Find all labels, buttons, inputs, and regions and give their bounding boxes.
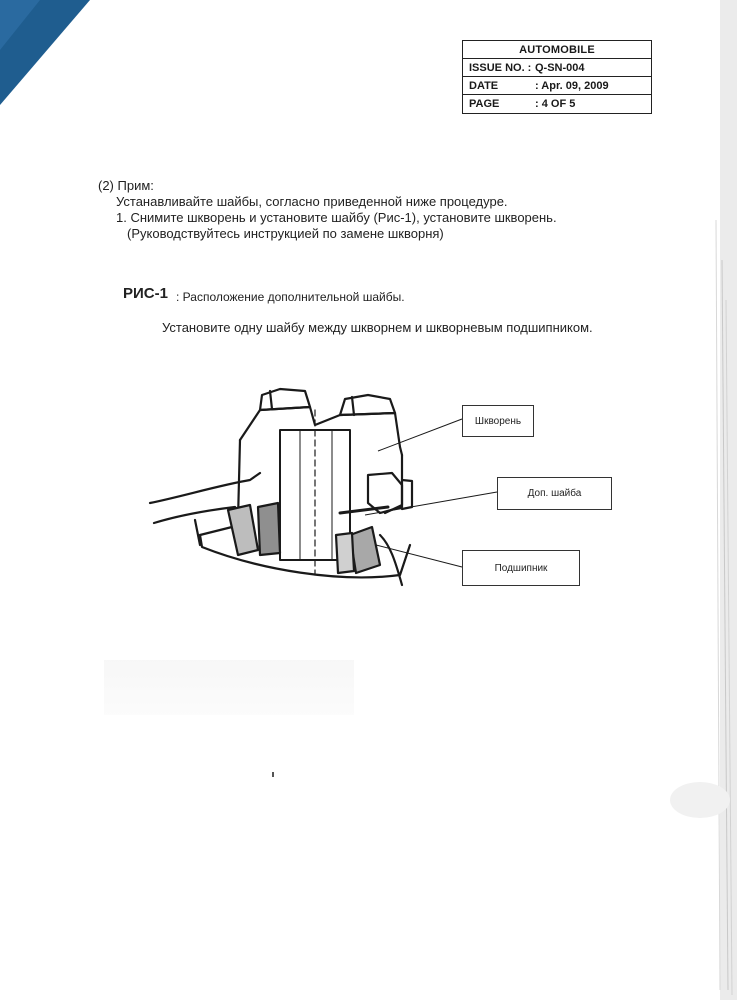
bearing-left [228, 505, 258, 555]
top-bolt-right [340, 395, 395, 415]
issue-value: Q-SN-004 [535, 62, 585, 74]
figure-caption: : Расположение дополнительной шайбы. [176, 290, 405, 304]
date-value: : Apr. 09, 2009 [535, 80, 609, 92]
figure-instruction: Установите одну шайбу между шкворнем и шкворневым подшипником. [162, 320, 593, 335]
issue-label: ISSUE NO. : [469, 62, 532, 74]
leader-kingpin [378, 419, 462, 451]
top-bolt-left [260, 389, 310, 410]
callout-kingpin: Шкворень [462, 405, 534, 437]
callout-washer: Доп. шайба [497, 477, 612, 510]
instruction-line-1: Устанавливайте шайбы, согласно приведенной ниже процедуре. [116, 194, 508, 209]
leader-washer [365, 492, 497, 515]
page-value: : 4 OF 5 [535, 98, 576, 110]
page-label: PAGE [469, 98, 500, 110]
date-label: DATE [469, 80, 499, 92]
bleed-through-mark [104, 660, 354, 715]
document-info-box [462, 40, 652, 114]
leader-bearing [376, 545, 462, 567]
info-row-issue [463, 59, 651, 77]
stray-mark [272, 772, 274, 777]
section-heading: (2) Прим: [98, 178, 154, 193]
figure-label: РИС-1 [123, 285, 168, 302]
instruction-line-3: (Руководствуйтесь инструкцией по замене шкворня) [127, 226, 444, 241]
instruction-line-2: 1. Снимите шкворень и установите шайбу (Рис-1), установите шкворень. [116, 210, 557, 225]
callout-bearing: Подшипник [462, 550, 580, 586]
info-title: AUTOMOBILE [463, 41, 651, 59]
info-row-date [463, 77, 651, 95]
info-row-page [463, 95, 651, 113]
axle-arm [150, 473, 260, 503]
